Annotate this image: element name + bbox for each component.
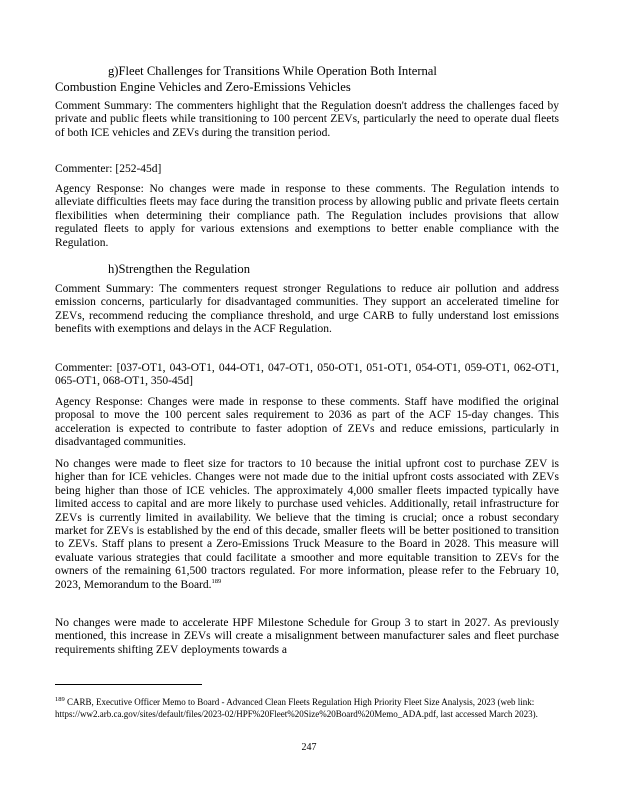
section-h-fleet-size-paragraph [55, 458, 559, 592]
section-h-commenter: Commenter: [037-OT1, 043-OT1, 044-OT1, 047-OT1, 050-OT1, 051-OT1, 054-OT1, 059-OT1, 062-OT1, 065-OT1, 068-OT1, 350-45d] [55, 362, 559, 388]
footnote-text: CARB, Executive Officer Memo to Board - Advanced Clean Fleets Regulation High Priority Fleet Size Analysis, 2023 (web link: https://ww2.arb.ca.gov/sites/default/files/2023-02/HPF%20Fleet%20Size%20Board%20Memo_ADA.pdf, last accessed March 2023). [55, 697, 538, 719]
section-h-hpf-paragraph: No changes were made to accelerate HPF Milestone Schedule for Group 3 to start in 2027. As previously mentioned, this increase in ZEVs will create a misalignment between manufacturer sales and fleet purchase requirements shifting ZEV deployments towards a [55, 617, 559, 656]
page-number: 247 [301, 742, 317, 753]
section-h-heading: h)Strengthen the Regulation [108, 262, 250, 276]
section-h-agency-response: Agency Response: Changes were made in response to these comments. Staff have modified the original proposal to move the 100 percent sales requirement to 2036 as part of the ACF 15-day changes. This acceleration is expected to contribute to faster adoption of ZEVs and reduce emissions, particularly in disadvantaged communities. [55, 396, 559, 449]
footnote [55, 697, 559, 720]
section-g-commenter: Commenter: [252-45d] [55, 163, 162, 175]
section-g-heading-line2: Combustion Engine Vehicles and Zero-Emissions Vehicles [55, 80, 351, 94]
section-h-comment-summary: Comment Summary: The commenters request stronger Regulations to reduce air pollution and address emission concerns, particularly for disadvantaged communities. They support an accelerated timeline for ZEVs, recommend reducing the compliance threshold, and urge CARB to fully understand lost emissions benefits with exemptions and delays in the ACF Regulation. [55, 283, 559, 336]
section-g-comment-summary: Comment Summary: The commenters highlight that the Regulation doesn't address the challenges faced by private and public fleets while transitioning to 100 percent ZEVs, particularly the need to operate dual fleets of both ICE vehicles and ZEVs during the transition period. [55, 100, 559, 139]
section-g-heading-line1: g)Fleet Challenges for Transitions While Operation Both Internal [108, 64, 437, 78]
fleet-size-paragraph-text: No changes were made to fleet size for tractors to 10 because the initial upfront cost to purchase ZEV is higher than for ICE vehicles. Changes were not made due to the initial upfront costs associated with ZEVs being higher than those of ICE vehicles. The approximately 4,000 smaller fleets impacted typically have limited access to capital and are more likely to purchase used vehicles. Additionally, retail infrastructure for ZEVs is currently limited in availability. We believe that the timing is crucial; once a robust secondary market for ZEVs is established by the end of this decade, smaller fleets will be better positioned to transition to ZEVs. Staff plans to present a Zero-Emissions Truck Measure to the Board in 2028. This measure will evaluate various strategies that could facilitate a smoother and more equitable transition to ZEVs for the owners of the remaining 61,500 tractors regulated. For more information, please refer to the February 10, 2023, Memorandum to the Board. [55, 458, 559, 591]
footnote-number: 189 [55, 696, 65, 703]
footnote-divider [55, 684, 202, 685]
footnote-ref[interactable]: 189 [211, 577, 222, 585]
section-g-agency-response: Agency Response: No changes were made in response to these comments. The Regulation intends to alleviate difficulties fleets may face during the transition process by allowing public and private fleets certain flexibilities when determining their compliance path. The Regulation includes provisions that allow regulated fleets to apply for various extensions and exemptions to better enable compliance with the Regulation. [55, 183, 559, 249]
